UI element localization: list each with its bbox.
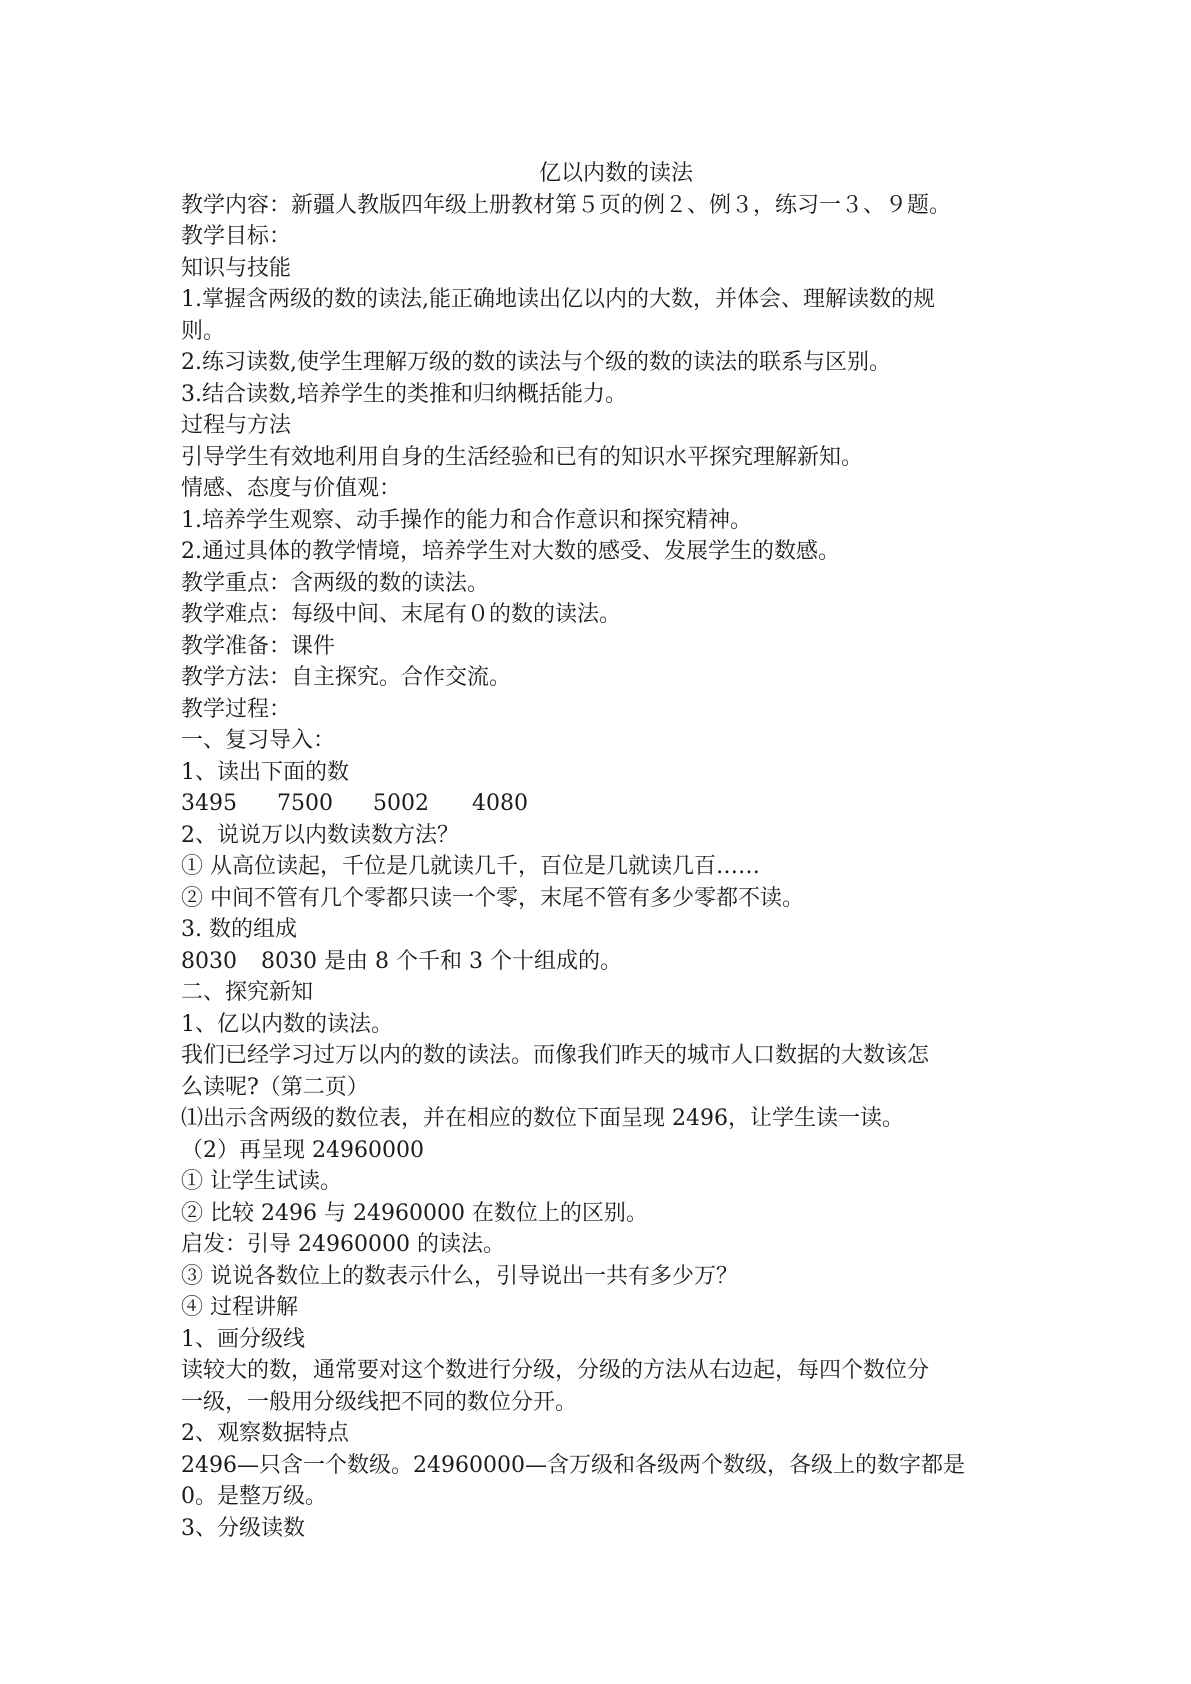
text-line: 过程与方法 (181, 413, 292, 438)
review-number: 5002 (373, 791, 429, 816)
text-line: 教学准备：课件 (181, 633, 336, 659)
text-line: 我们已经学习过万以内的数的读法。而像我们昨天的城市人口数据的大数该怎 (181, 1043, 930, 1068)
text-line: 2.通过具体的教学情境，培养学生对大数的感受、发展学生的数感。 (181, 539, 840, 564)
text-line: （2）再呈现 24960000 (181, 1137, 424, 1163)
text-line: 2.练习读数,使学生理解万级的数的读法与个级的数的读法的联系与区别。 (181, 350, 891, 375)
text-line: 教学内容：新疆人教版四年级上册教材第５页的例２、例３，练习一３、９题。 (181, 192, 952, 218)
review-numbers (181, 788, 1021, 820)
text-line: 读较大的数，通常要对这个数进行分级，分级的方法从右边起，每四个数位分 (181, 1358, 930, 1383)
text-line: 一级，一般用分级线把不同的数位分开。 (181, 1389, 578, 1415)
text-line: 0。是整万级。 (181, 1484, 327, 1509)
text-line: 么读呢?（第二页） (181, 1074, 369, 1100)
text-line: ④ 过程讲解 (181, 1295, 298, 1320)
review-number: 3495 (181, 791, 237, 816)
text-line: 二、探究新知 (181, 980, 314, 1005)
text-line: 教学重点：含两级的数的读法。 (181, 570, 490, 596)
text-line: 情感、态度与价值观： (181, 476, 402, 501)
text-line: ① 让学生试读。 (181, 1169, 342, 1194)
text-line: ② 中间不管有几个零都只读一个零，末尾不管有多少零都不读。 (181, 885, 804, 911)
review-number: 7500 (277, 791, 333, 816)
composition-line (181, 946, 1021, 978)
text-line: 1.培养学生观察、动手操作的能力和合作意识和探究精神。 (181, 507, 752, 533)
composition-text: 8030 是由 8 个千和 3 个十组成的。 (261, 948, 622, 974)
text-line: 2、观察数据特点 (181, 1421, 349, 1446)
text-line: 1、画分级线 (181, 1326, 305, 1352)
composition-number: 8030 (181, 948, 237, 974)
review-number: 4080 (472, 791, 528, 816)
text-line: 3、分级读数 (181, 1515, 305, 1541)
text-line: ⑴出示含两级的数位表，并在相应的数位下面呈现 2496，让学生读一读。 (181, 1106, 904, 1131)
text-line: 教学难点：每级中间、末尾有０的数的读法。 (181, 602, 622, 627)
text-line: 3. 数的组成 (181, 917, 297, 942)
text-line: ③ 说说各数位上的数表示什么，引导说出一共有多少万？ (181, 1263, 738, 1289)
text-line: 1、亿以内数的读法。 (181, 1011, 393, 1037)
text-line: 引导学生有效地利用自身的生活经验和已有的知识水平探究理解新知。 (181, 444, 864, 470)
text-line: 教学过程： (181, 696, 292, 722)
text-line: 2496—只含一个数级。24960000—含万级和各级两个数级，各级上的数字都是 (181, 1452, 965, 1478)
document-body (181, 158, 1021, 1544)
text-line: 2、说说万以内数读数方法？ (181, 822, 459, 848)
text-line: 启发：引导 24960000 的读法。 (181, 1232, 505, 1257)
text-line: ② 比较 2496 与 24960000 在数位上的区别。 (181, 1200, 648, 1226)
text-line: 教学方法：自主探究。合作交流。 (181, 665, 512, 690)
document-title: 亿以内数的读法 (538, 161, 693, 186)
text-line: 教学目标： (181, 224, 292, 249)
text-line: 一、复习导入： (181, 728, 336, 753)
text-line: 则。 (181, 318, 226, 344)
text-line: 3.结合读数,培养学生的类推和归纳概括能力。 (181, 381, 627, 407)
text-line: 1、读出下面的数 (181, 759, 349, 785)
text-line: ① 从高位读起，千位是几就读几千，百位是几就读几百…… (181, 854, 760, 879)
text-line: 知识与技能 (181, 255, 292, 281)
text-line: 1.掌握含两级的数的读法,能正确地读出亿以内的大数，并体会、理解读数的规 (181, 287, 935, 312)
